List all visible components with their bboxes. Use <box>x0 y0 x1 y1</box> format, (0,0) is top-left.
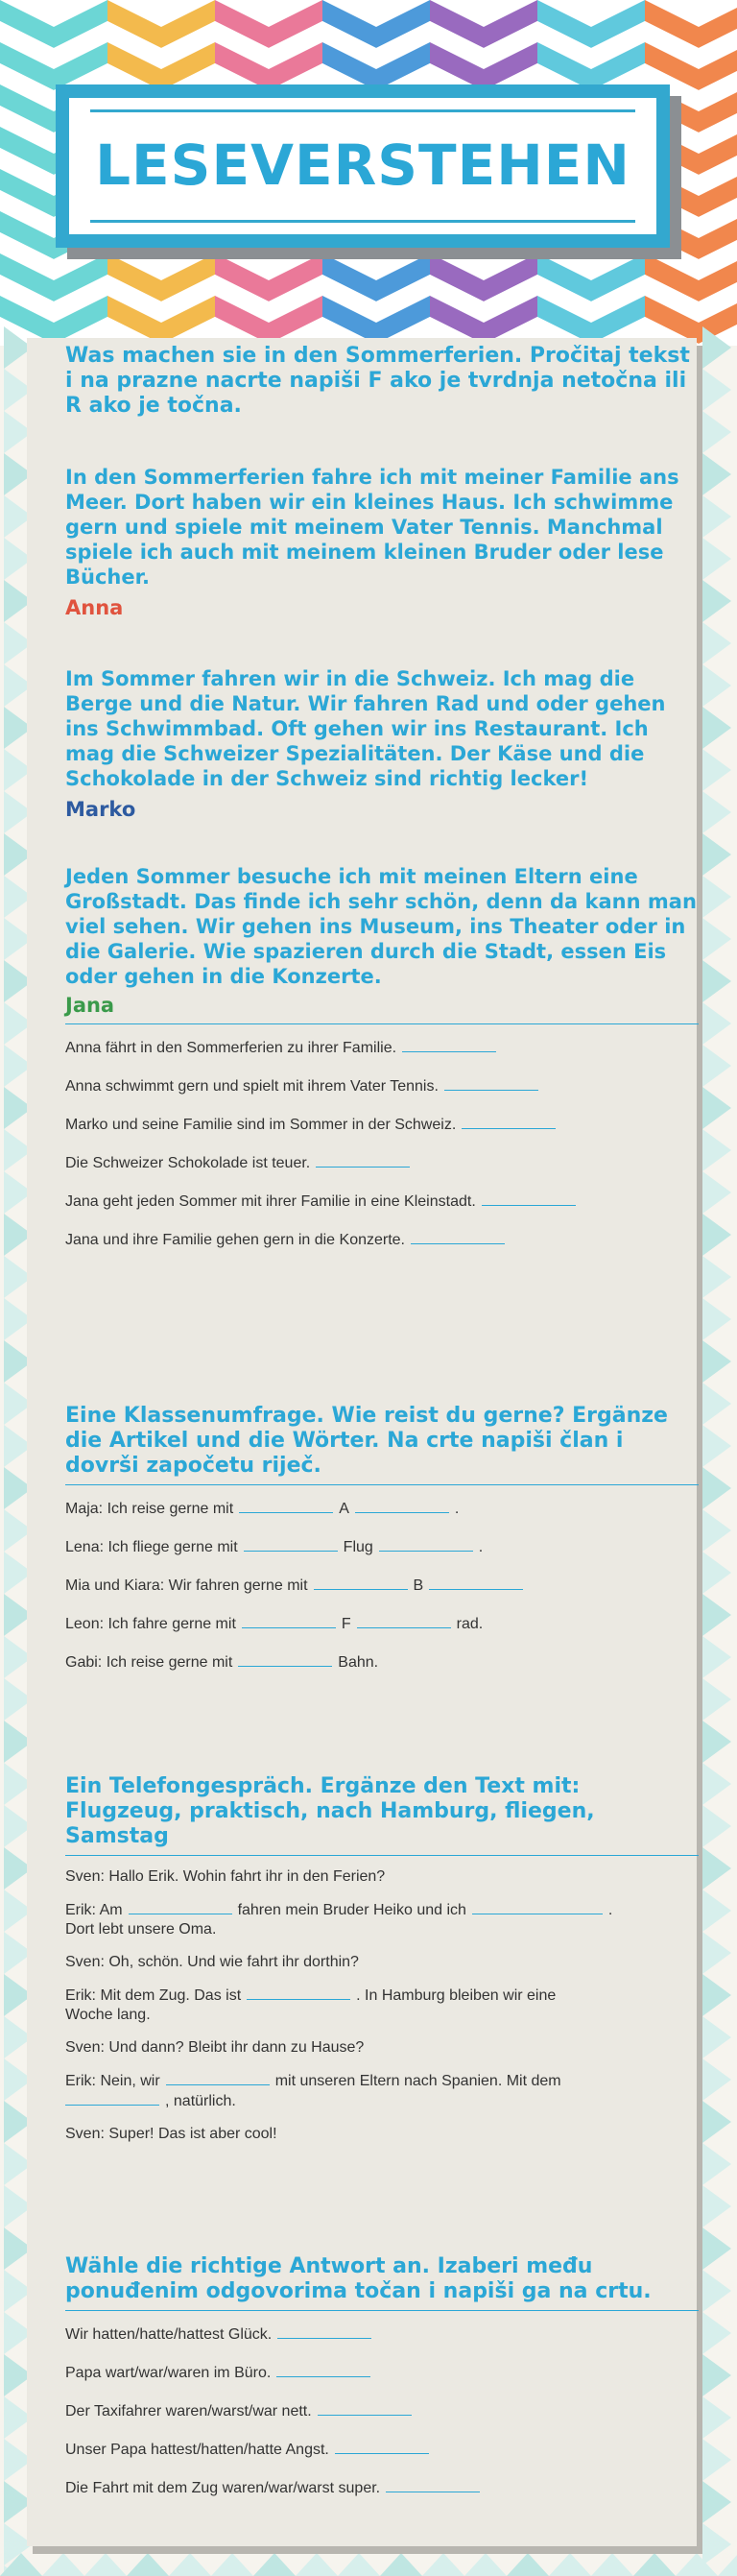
answer-blank[interactable] <box>357 1614 451 1628</box>
page-title: LESEVERSTEHEN <box>95 132 630 198</box>
answer-blank[interactable] <box>166 2071 270 2085</box>
dialog-line: Sven: Und dann? Bleibt ihr dann zu Hause? <box>65 2039 365 2056</box>
statement: Anna schwimmt gern und spielt mit ihrem Vater Tennis. <box>65 1076 699 1096</box>
statement: Jana geht jeden Sommer mit ihrer Familie in eine Kleinstadt. <box>65 1192 699 1212</box>
choice-line: Unser Papa hattest/hatten/hatte Angst. <box>65 2440 699 2460</box>
answer-blank[interactable] <box>355 1499 449 1513</box>
choice-line: Papa wart/war/waren im Büro. <box>65 2363 699 2383</box>
dialog-line: Erik: Mit dem Zug. Das ist . In Hamburg bleiben wir eine <box>65 1987 557 2004</box>
dialog-line: Sven: Super! Das ist aber cool! <box>65 2126 277 2142</box>
answer-blank[interactable] <box>318 2401 412 2416</box>
section-reading <box>65 344 699 1250</box>
triangle-pattern-bottom <box>0 2551 737 2576</box>
story-text: Jeden Sommer besuche ich mit meinen Eltern eine Großstadt. Das finde ich sehr schön, denn da kann man viel sehen. Wir gehen ins Museum, ins Theater oder in die Galerie. Wie spazieren durch die Stadt, essen Eis oder gehen in die Konzerte. <box>65 865 697 988</box>
answer-blank[interactable] <box>386 2478 480 2492</box>
answer-blank[interactable] <box>65 2091 159 2106</box>
statement: Anna fährt in den Sommerferien zu ihrer Familie. <box>65 1038 699 1058</box>
section-survey <box>65 1404 699 1673</box>
divider <box>65 1023 699 1024</box>
divider <box>65 1855 699 1856</box>
answer-blank[interactable] <box>335 2440 429 2454</box>
worksheet-paper <box>27 338 697 2546</box>
story-author: Anna <box>65 596 124 619</box>
section-choose <box>65 2254 699 2498</box>
answer-blank[interactable] <box>402 1038 496 1052</box>
dialog-line: Sven: Oh, schön. Und wie fahrt ihr dorthin? <box>65 1954 359 1970</box>
answer-blank[interactable] <box>316 1153 410 1168</box>
story-jana <box>65 864 699 1018</box>
story-text: In den Sommerferien fahre ich mit meiner Familie ans Meer. Dort haben wir ein kleines Haus. Ich schwimme gern und spiele mit meinem Vater Tennis. Manchmal spiele ich auch mit meinem kleinen Bruder oder lese Bücher. <box>65 466 679 589</box>
divider <box>65 1484 699 1485</box>
answer-blank[interactable] <box>411 1230 505 1244</box>
answer-blank[interactable] <box>247 1986 350 2000</box>
story-text: Im Sommer fahren wir in die Schweiz. Ich mag die Berge und die Natur. Wir fahren Rad und oder gehen ins Schwimmbad. Oft gehen wir ins Restaurant. Ich mag die Schweizer Spezialitäten. Der Käse und die Schokolade in der Schweiz sind richtig lecker! <box>65 667 666 790</box>
answer-blank[interactable] <box>314 1576 408 1590</box>
dialog-line: Erik: Am fahren mein Bruder Heiko und ich . <box>65 1902 613 1918</box>
answer-blank[interactable] <box>239 1499 333 1513</box>
survey-line: Lena: Ich fliege gerne mit Flug . <box>65 1539 484 1555</box>
section-heading: Was machen sie in den Sommerferien. Pročitaj tekst i na prazne nacrte napiši F ako je tvrdnja netočna ili R ako je točna. <box>65 344 690 418</box>
choice-line: Die Fahrt mit dem Zug waren/war/warst super. <box>65 2478 699 2498</box>
answer-blank[interactable] <box>276 2363 370 2377</box>
section-heading: Ein Telefongespräch. Ergänze den Text mit: Flugzeug, praktisch, nach Hamburg, fliegen, Samstag <box>65 1774 595 1848</box>
answer-blank[interactable] <box>444 1076 538 1091</box>
survey-line: Maja: Ich reise gerne mit A . <box>65 1501 460 1517</box>
story-marko <box>65 666 699 822</box>
choice-line: Wir hatten/hatte/hattest Glück. <box>65 2324 699 2345</box>
story-author: Marko <box>65 798 136 821</box>
section-heading: Eine Klassenumfrage. Wie reist du gerne? Ergänze die Artikel und die Wörter. Na crte napiši član i dovrši započetu riječ. <box>65 1404 668 1478</box>
section-phone-call <box>65 1774 699 2144</box>
survey-line: Mia und Kiara: Wir fahren gerne mit B <box>65 1576 699 1596</box>
story-author: Jana <box>65 994 115 1017</box>
statement-list <box>65 1038 699 1250</box>
statement: Jana und ihre Familie gehen gern in die Konzerte. <box>65 1230 699 1250</box>
dialog-line: Woche lang. <box>65 2007 151 2023</box>
section-heading: Wähle die richtige Antwort an. Izaberi među ponuđenim odgovorima točan i napiši ga na crtu. <box>65 2254 652 2303</box>
answer-blank[interactable] <box>482 1192 576 1206</box>
answer-blank[interactable] <box>472 1900 603 1914</box>
answer-blank[interactable] <box>277 2324 371 2339</box>
answer-blank[interactable] <box>379 1537 473 1552</box>
answer-blank[interactable] <box>244 1537 338 1552</box>
dialog-line: Erik: Nein, wir mit unseren Eltern nach Spanien. Mit dem <box>65 2073 561 2089</box>
statement: Die Schweizer Schokolade ist teuer. <box>65 1153 699 1173</box>
title-banner <box>56 84 670 248</box>
dialog-line: Sven: Hallo Erik. Wohin fahrt ihr in den Ferien? <box>65 1868 386 1885</box>
dialog-line: Dort lebt unsere Oma. <box>65 1921 217 1938</box>
choice-line: Der Taxifahrer waren/warst/war nett. <box>65 2401 699 2421</box>
answer-blank[interactable] <box>242 1614 336 1628</box>
statement: Marko und seine Familie sind im Sommer in der Schweiz. <box>65 1115 699 1135</box>
survey-line: Leon: Ich fahre gerne mit F rad. <box>65 1616 484 1632</box>
answer-blank[interactable] <box>238 1652 332 1667</box>
divider <box>65 2310 699 2311</box>
answer-blank[interactable] <box>462 1115 556 1129</box>
dialog-line: , natürlich. <box>65 2091 699 2111</box>
story-anna <box>65 465 699 620</box>
answer-blank[interactable] <box>429 1576 523 1590</box>
answer-blank[interactable] <box>129 1900 232 1914</box>
survey-line: Gabi: Ich reise gerne mit Bahn. <box>65 1654 379 1671</box>
triangle-pattern-right <box>699 326 737 2576</box>
